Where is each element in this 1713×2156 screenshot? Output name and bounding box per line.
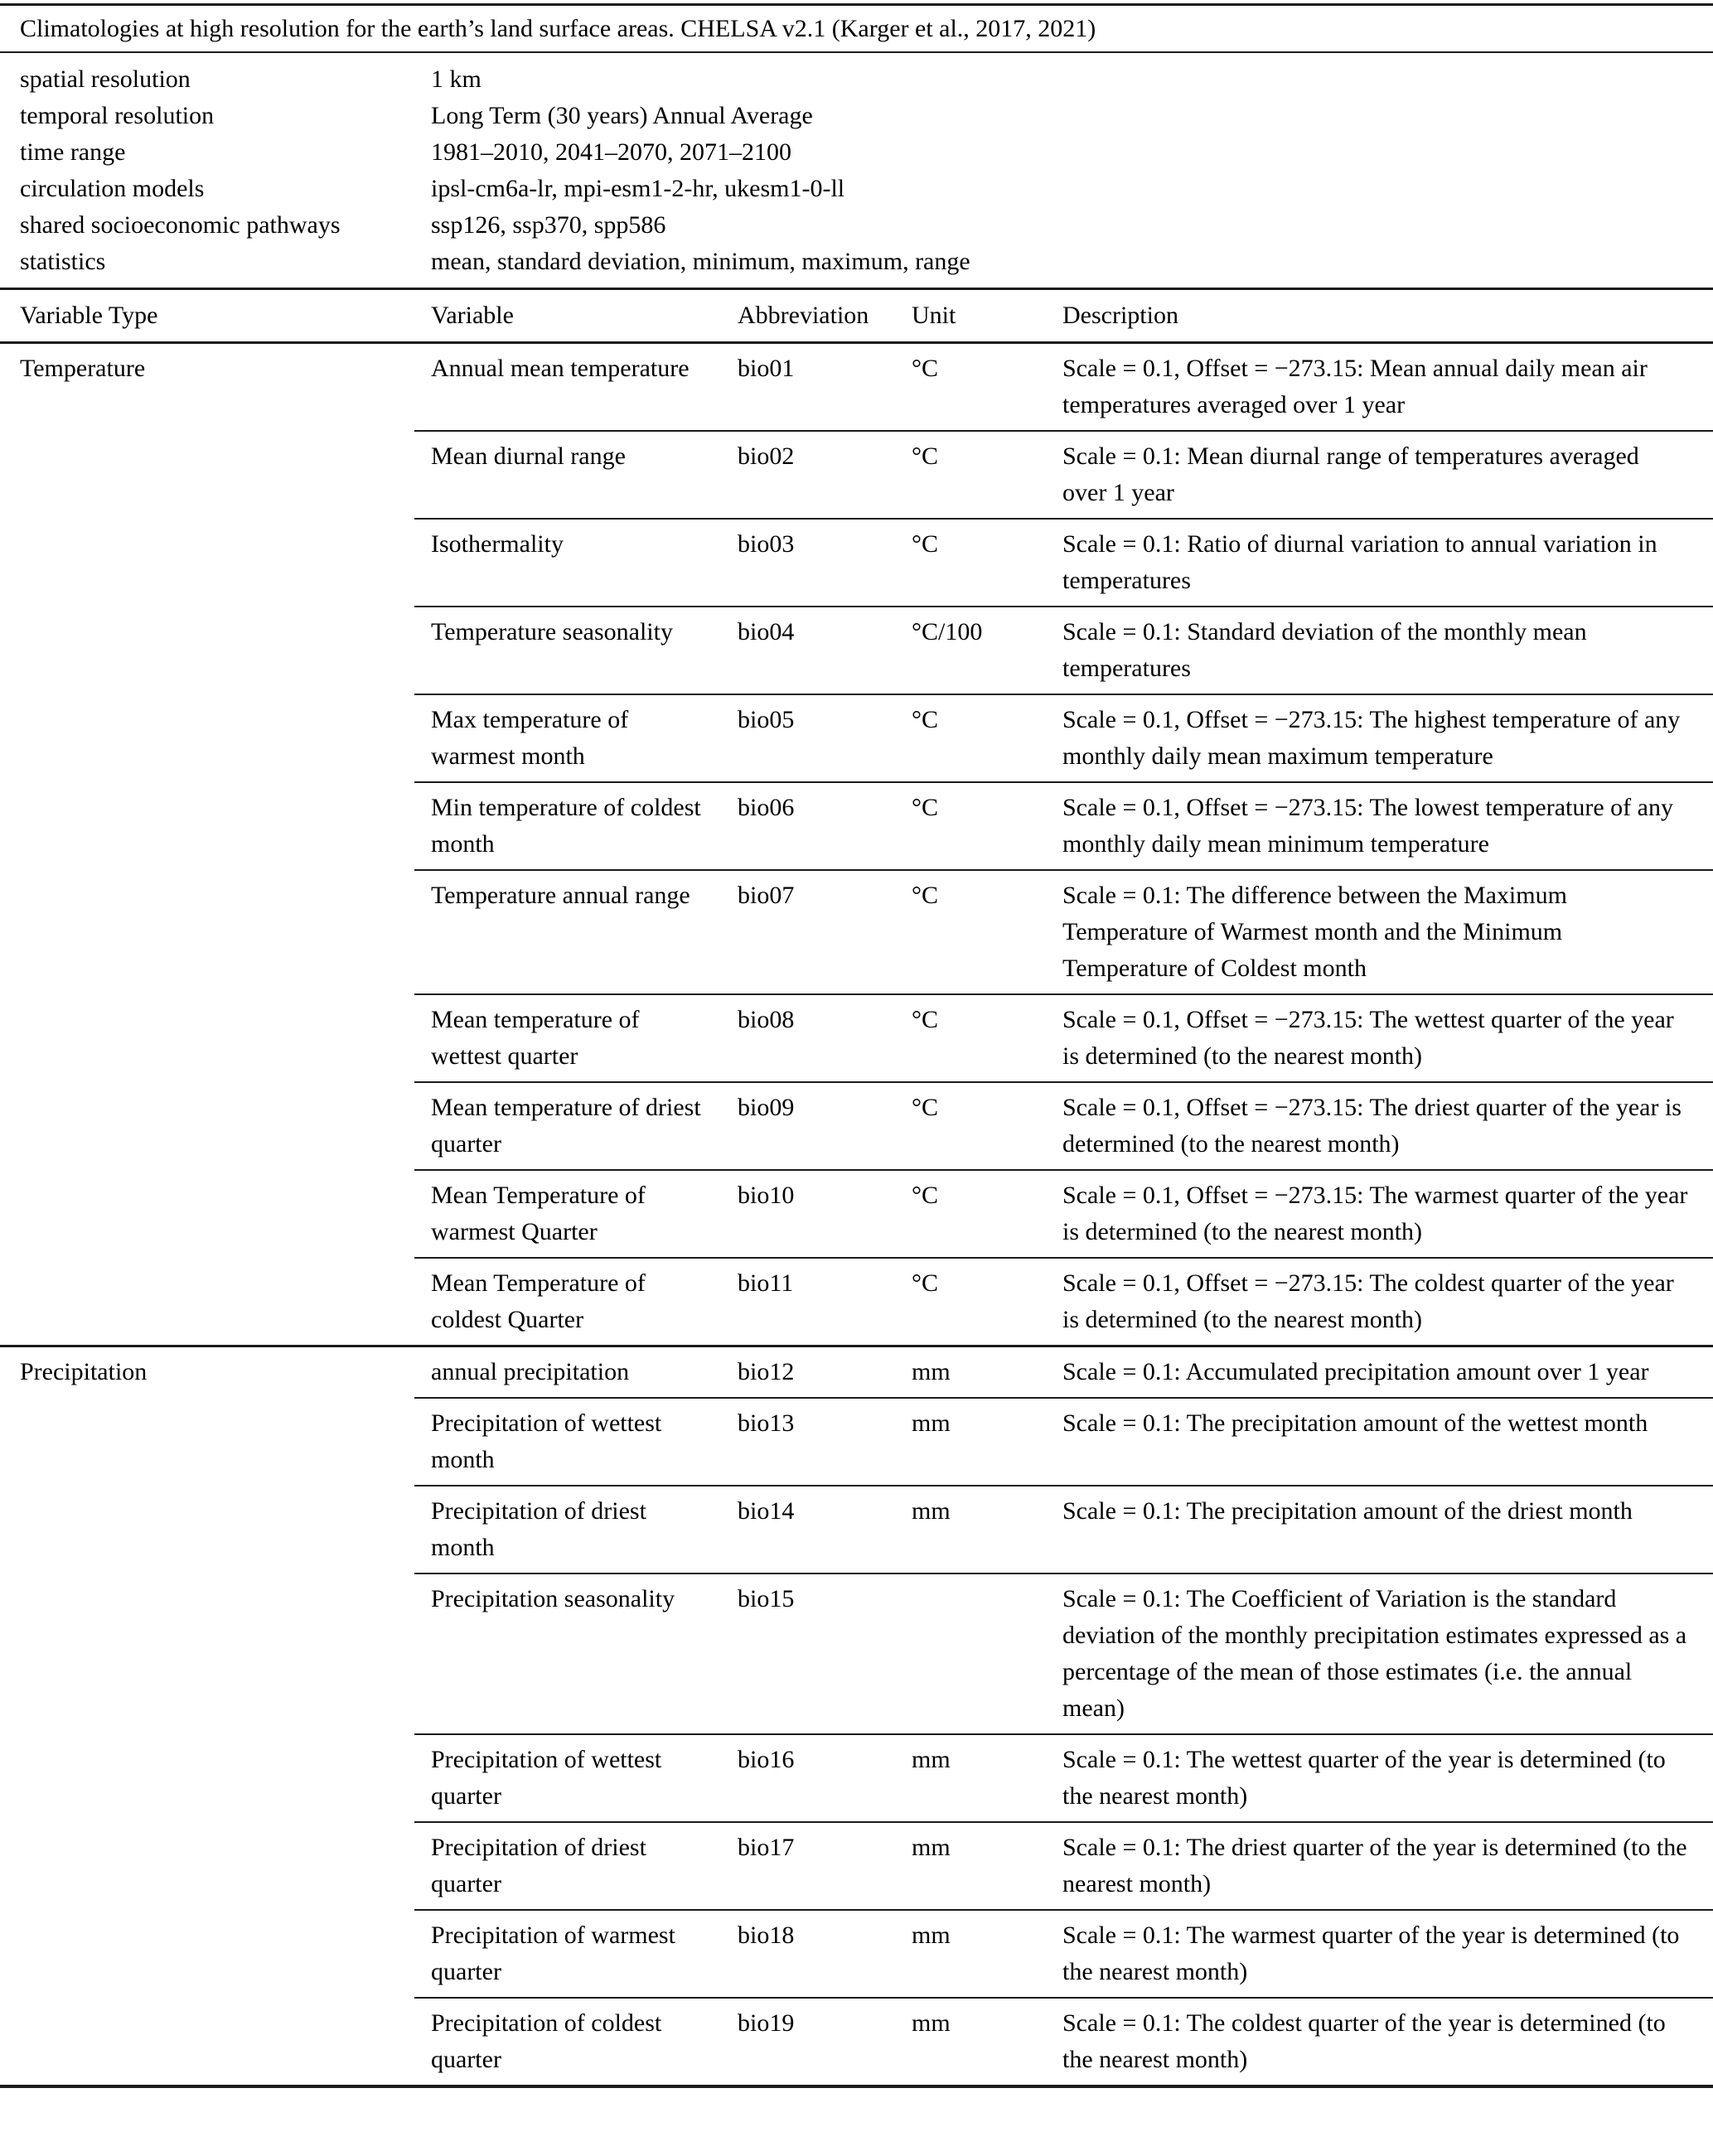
column-header-description: Description: [1062, 302, 1178, 329]
variable-cell: Precipitation of wettest quarter: [431, 1746, 662, 1810]
table-caption: Climatologies at high resolution for the earth’s land surface areas. CHELSA v2.1 (Karger et al., 2017, 2021): [20, 15, 1096, 42]
description-cell: Scale = 0.1: Accumulated precipitation amount over 1 year: [1062, 1358, 1649, 1385]
metadata-value: mean, standard deviation, minimum, maximum, range: [431, 248, 970, 275]
metadata-value: ipsl-cm6a-lr, mpi-esm1-2-hr, ukesm1-0-ll: [431, 175, 845, 202]
variable-cell: Precipitation of coldest quarter: [431, 2009, 662, 2073]
description-cell: Scale = 0.1, Offset = −273.15: The coldest quarter of the year is determined (to the nearest month): [1062, 1269, 1674, 1333]
unit-cell: mm: [912, 1409, 951, 1437]
abbreviation-cell: bio01: [738, 355, 795, 382]
table-row: [414, 1573, 1713, 1733]
metadata-label: circulation models: [20, 175, 205, 202]
variable-cell: Mean temperature of wettest quarter: [431, 1006, 640, 1070]
column-header-variable: Variable: [431, 302, 514, 329]
unit-cell: °C: [912, 442, 939, 470]
metadata-value: 1981–2010, 2041–2070, 2071–2100: [431, 138, 791, 166]
metadata-row: [0, 244, 1713, 280]
table-row: [414, 1397, 1713, 1485]
metadata-row: [0, 98, 1713, 134]
description-cell: Scale = 0.1: The driest quarter of the year is determined (to the nearest month): [1062, 1834, 1687, 1897]
unit-cell: mm: [912, 1746, 951, 1773]
variable-cell: Isothermality: [431, 530, 564, 558]
column-header-variable-type: Variable Type: [20, 302, 158, 329]
unit-cell: mm: [912, 1834, 951, 1861]
table-row: [414, 1733, 1713, 1821]
table-row: [414, 1821, 1713, 1909]
abbreviation-cell: bio16: [738, 1746, 795, 1773]
abbreviation-cell: bio08: [738, 1006, 795, 1033]
variable-group-rows: [414, 344, 1713, 1345]
variable-cell: Annual mean temperature: [431, 355, 690, 382]
metadata-label: time range: [20, 138, 126, 166]
abbreviation-cell: bio18: [738, 1922, 795, 1949]
table-row: [414, 694, 1713, 781]
metadata-label: statistics: [20, 248, 106, 275]
abbreviation-cell: bio03: [738, 530, 795, 558]
table-row: [414, 869, 1713, 993]
variable-type-cell: Temperature: [20, 355, 146, 382]
description-cell: Scale = 0.1: The precipitation amount of the wettest month: [1062, 1409, 1648, 1437]
table-row: [414, 430, 1713, 518]
bottom-rule: [0, 2085, 1713, 2088]
unit-cell: mm: [912, 2009, 951, 2037]
metadata-row: [0, 134, 1713, 171]
unit-cell: [912, 1581, 1062, 1727]
abbreviation-cell: bio12: [738, 1358, 795, 1385]
table-row: [414, 1485, 1713, 1573]
table-header-row: [0, 290, 1713, 341]
variable-cell: Precipitation of driest quarter: [431, 1834, 646, 1897]
table-row: [414, 1909, 1713, 1997]
variable-group: [0, 341, 1713, 1345]
description-cell: Scale = 0.1: The difference between the Maximum Temperature of Warmest month and the Minimum Temperature of Coldest month: [1062, 882, 1567, 982]
metadata-block: [0, 53, 1713, 288]
unit-cell: °C: [912, 1006, 939, 1033]
description-cell: Scale = 0.1: The wettest quarter of the year is determined (to the nearest month): [1062, 1746, 1666, 1810]
variable-group: [0, 1345, 1713, 2085]
table-row: [414, 1257, 1713, 1345]
table-row: [414, 993, 1713, 1081]
abbreviation-cell: bio06: [738, 794, 795, 821]
variable-cell: Precipitation seasonality: [431, 1585, 675, 1612]
variable-cell: Precipitation of warmest quarter: [431, 1922, 675, 1985]
metadata-label: temporal resolution: [20, 102, 215, 129]
description-cell: Scale = 0.1, Offset = −273.15: The warmest quarter of the year is determined (to the nearest month): [1062, 1182, 1688, 1245]
abbreviation-cell: bio14: [738, 1497, 795, 1525]
description-cell: Scale = 0.1, Offset = −273.15: Mean annual daily mean air temperatures averaged over 1 year: [1062, 355, 1648, 418]
abbreviation-cell: bio02: [738, 442, 795, 470]
table-row: [414, 518, 1713, 606]
variable-cell: Temperature annual range: [431, 882, 690, 909]
description-cell: Scale = 0.1: The coldest quarter of the year is determined (to the nearest month): [1062, 2009, 1666, 2073]
table-row: [414, 1169, 1713, 1257]
abbreviation-cell: bio09: [738, 1094, 795, 1121]
unit-cell: °C: [912, 882, 939, 909]
variable-cell: Mean temperature of driest quarter: [431, 1094, 701, 1158]
abbreviation-cell: bio07: [738, 882, 795, 909]
description-cell: Scale = 0.1: The Coefficient of Variation is the standard deviation of the monthly precipitation estimates expressed as a percentage of the mean of those estimates (i.e. the annual mean): [1062, 1585, 1687, 1722]
metadata-row: [0, 207, 1713, 244]
unit-cell: mm: [912, 1497, 951, 1525]
description-cell: Scale = 0.1: The warmest quarter of the year is determined (to the nearest month): [1062, 1922, 1680, 1985]
table-row: [414, 1081, 1713, 1169]
variable-type-cell: Precipitation: [20, 1358, 148, 1385]
table-row: [414, 606, 1713, 694]
description-cell: Scale = 0.1, Offset = −273.15: The highest temperature of any monthly daily mean maximum temperature: [1062, 706, 1681, 770]
table-row: [414, 781, 1713, 869]
metadata-value: Long Term (30 years) Annual Average: [431, 102, 813, 129]
table-body: [0, 341, 1713, 2085]
metadata-value: ssp126, ssp370, spp586: [431, 211, 666, 239]
chelsa-variable-table-page: [0, 3, 1713, 2088]
abbreviation-cell: bio04: [738, 618, 795, 645]
unit-cell: mm: [912, 1358, 951, 1385]
metadata-label: shared socioeconomic pathways: [20, 211, 341, 239]
metadata-label: spatial resolution: [20, 65, 191, 93]
description-cell: Scale = 0.1, Offset = −273.15: The wettest quarter of the year is determined (to the nearest month): [1062, 1006, 1674, 1070]
table-row: [414, 1347, 1713, 1397]
column-header-unit: Unit: [912, 302, 956, 329]
variable-cell: Precipitation of driest month: [431, 1497, 646, 1561]
abbreviation-cell: bio05: [738, 706, 795, 733]
variable-cell: Mean Temperature of warmest Quarter: [431, 1182, 646, 1245]
unit-cell: °C: [912, 355, 939, 382]
description-cell: Scale = 0.1: The precipitation amount of the driest month: [1062, 1497, 1633, 1525]
variable-cell: Temperature seasonality: [431, 618, 673, 645]
abbreviation-cell: bio17: [738, 1834, 795, 1861]
column-header-abbreviation: Abbreviation: [738, 302, 869, 329]
table-row: [414, 1997, 1713, 2085]
unit-cell: °C: [912, 1094, 939, 1121]
abbreviation-cell: bio19: [738, 2009, 795, 2037]
metadata-value: 1 km: [431, 65, 481, 93]
metadata-row: [0, 171, 1713, 207]
unit-cell: °C: [912, 1182, 939, 1209]
abbreviation-cell: bio15: [738, 1585, 795, 1612]
description-cell: Scale = 0.1: Mean diurnal range of temperatures averaged over 1 year: [1062, 442, 1639, 506]
table-row: [414, 344, 1713, 430]
abbreviation-cell: bio10: [738, 1182, 795, 1209]
description-cell: Scale = 0.1: Standard deviation of the monthly mean temperatures: [1062, 618, 1587, 682]
abbreviation-cell: bio13: [738, 1409, 795, 1437]
metadata-row: [0, 61, 1713, 98]
unit-cell: °C: [912, 530, 939, 558]
abbreviation-cell: bio11: [738, 1269, 794, 1297]
description-cell: Scale = 0.1: Ratio of diurnal variation to annual variation in temperatures: [1062, 530, 1657, 594]
unit-cell: °C: [912, 794, 939, 821]
description-cell: Scale = 0.1, Offset = −273.15: The lowest temperature of any monthly daily mean minimum temperature: [1062, 794, 1673, 858]
unit-cell: °C/100: [912, 618, 983, 645]
unit-cell: °C: [912, 706, 939, 733]
unit-cell: mm: [912, 1922, 951, 1949]
variable-cell: Min temperature of coldest month: [431, 794, 701, 858]
description-cell: Scale = 0.1, Offset = −273.15: The driest quarter of the year is determined (to the nearest month): [1062, 1094, 1682, 1158]
variable-cell: Precipitation of wettest month: [431, 1409, 662, 1473]
variable-cell: Max temperature of warmest month: [431, 706, 629, 770]
variable-cell: Mean Temperature of coldest Quarter: [431, 1269, 646, 1333]
variable-cell: Mean diurnal range: [431, 442, 626, 470]
unit-cell: °C: [912, 1269, 939, 1297]
variable-group-rows: [414, 1347, 1713, 2085]
variable-cell: annual precipitation: [431, 1358, 630, 1385]
